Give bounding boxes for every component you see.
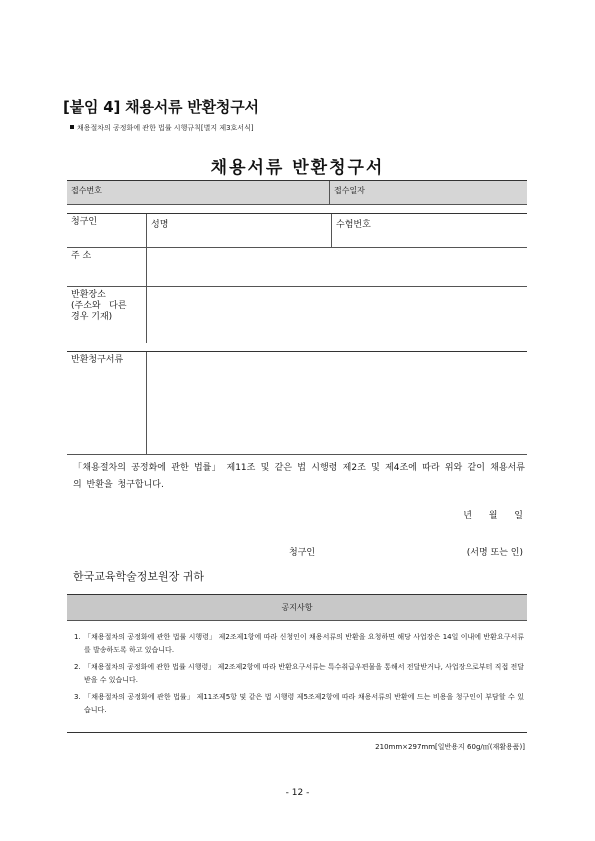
notice-item	[74, 691, 524, 717]
return-place-row	[67, 286, 527, 343]
address-label: 주 소	[67, 248, 147, 286]
notice-list	[74, 631, 524, 721]
exam-number-label: 수험번호	[336, 220, 371, 230]
request-statement: 「채용절차의 공정화에 관한 법률」 제11조 및 같은 법 시행령 제2조 및 제4조에 따라 위와 같이 채용서류의 반환을 청구합니다.	[73, 463, 525, 490]
recipient: 한국교육학술정보원장 귀하	[73, 570, 205, 583]
notice-item-number: 1.	[74, 633, 81, 641]
receipt-row	[67, 180, 527, 205]
documents-field[interactable]	[147, 352, 527, 454]
notice-item	[74, 631, 524, 657]
signature-label: 청구인	[289, 548, 316, 558]
signature-mark: (서명 또는 인)	[466, 548, 523, 558]
return-place-label-line: 경우 기재)	[71, 312, 113, 322]
exam-number-field[interactable]	[332, 214, 527, 247]
applicant-row	[67, 213, 527, 247]
notice-item-text: 「채용절차의 공정화에 관한 법률 시행령」 제2조제2항에 따라 반환요구서류는 특수취급우편물을 통해서 전달받거나, 사업장으로부터 직접 전달받을 수 있습니다.	[84, 663, 524, 684]
return-place-label	[67, 287, 147, 343]
receipt-number-label: 접수번호	[67, 181, 330, 204]
applicant-label: 청구인	[67, 214, 147, 247]
request-form	[67, 180, 527, 455]
address-field[interactable]	[147, 248, 527, 286]
notice-item	[74, 661, 524, 687]
return-place-label-line: (주소와 다른	[71, 301, 127, 311]
regulation-note	[70, 123, 254, 133]
receipt-date-label: 접수일자	[334, 186, 365, 195]
paper-spec: 210mm×297mm[일반용지 60g/㎡(재활용품)]	[375, 743, 525, 751]
return-place-label-line: 반환장소	[71, 290, 106, 300]
page-number: - 12 -	[285, 788, 310, 798]
documents-row	[67, 351, 527, 455]
documents-label: 반환청구서류	[67, 352, 147, 454]
address-row	[67, 247, 527, 286]
notice-item-number: 2.	[74, 663, 81, 671]
regulation-note-text: 채용절차의 공정화에 관한 법률 시행규칙[별지 제3호서식]	[77, 124, 254, 132]
notice-item-text: 「채용절차의 공정화에 관한 법률 시행령」 제2조제1항에 따라 신청인이 채용서류의 반환을 요청하면 해당 사업장은 14일 이내에 반환요구서류를 발송하도록 하고 있습니다.	[84, 633, 524, 654]
form-title: 채용서류 반환청구서	[210, 158, 385, 178]
return-place-field[interactable]	[147, 287, 527, 343]
notice-item-text: 「채용절차의 공정화에 관한 법률」 제11조제5항 및 같은 법 시행령 제5조제2항에 따라 채용서류의 반환에 드는 비용을 청구인이 부담할 수 있습니다.	[84, 693, 524, 714]
square-bullet-icon	[70, 125, 74, 129]
name-label: 성명	[151, 220, 169, 230]
notice-header: 공지사항	[67, 594, 527, 621]
date-line: 년 월 일	[463, 511, 523, 521]
notice-item-number: 3.	[74, 693, 81, 701]
bottom-divider	[67, 732, 527, 733]
attachment-title: [붙임 4] 채용서류 반환청구서	[63, 98, 259, 116]
name-field[interactable]	[147, 214, 332, 247]
